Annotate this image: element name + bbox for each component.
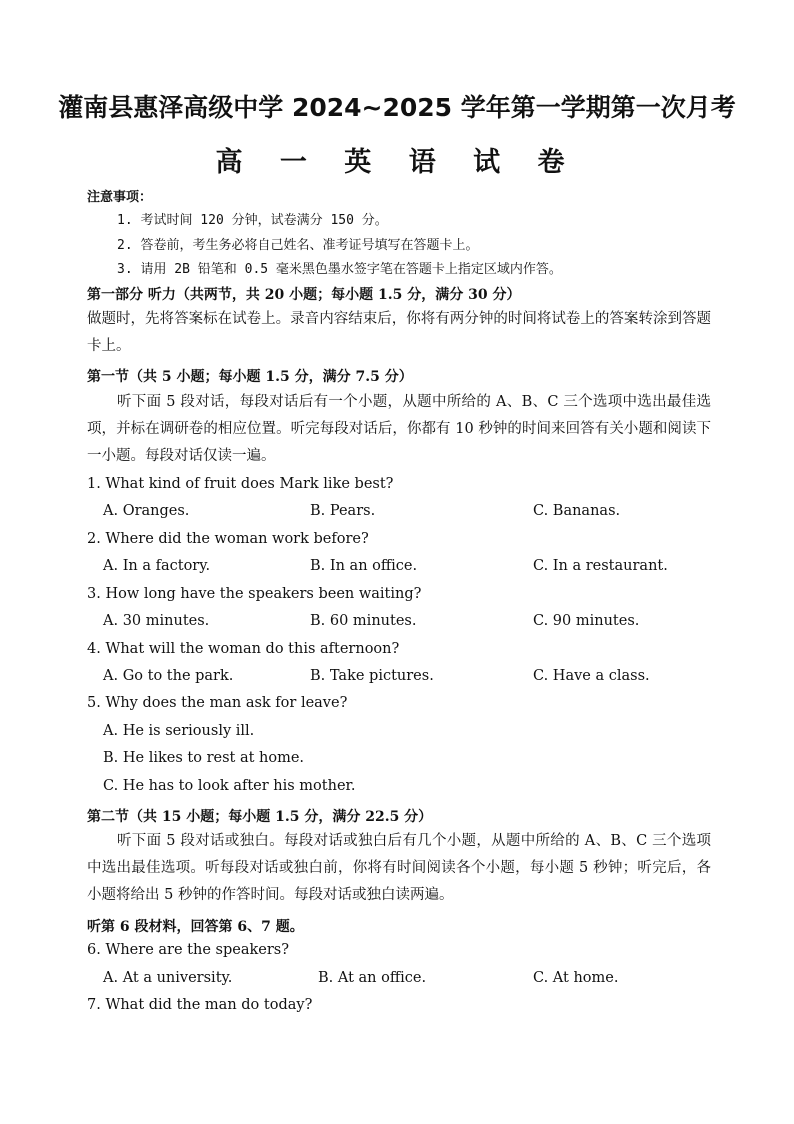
q2-option-a: A. In a factory. — [103, 558, 211, 574]
q6-option-a: A. At a university. — [103, 970, 233, 986]
notice-item-1: 1. 考试时间 120 分钟，试卷满分 150 分。 — [117, 213, 388, 228]
q2-option-c: C. In a restaurant. — [533, 558, 668, 574]
exam-title: 灌南县惠泽高级中学 2024~2025 学年第一学期第一次月考 — [58, 93, 736, 122]
question-1: 1. What kind of fruit does Mark like best? — [87, 476, 394, 492]
notice-heading: 注意事项： — [87, 190, 153, 205]
question-4: 4. What will the woman do this afternoon? — [87, 641, 400, 657]
q6-option-c: C. At home. — [533, 970, 619, 986]
q3-option-a: A. 30 minutes. — [103, 613, 210, 629]
notice-item-3: 3. 请用 2B 铅笔和 0.5 毫米黑色墨水签字笔在答题卡上指定区域内作答。 — [117, 262, 562, 277]
question-7: 7. What did the man do today? — [87, 997, 313, 1013]
q1-option-b: B. Pears. — [310, 503, 376, 519]
q1-option-c: C. Bananas. — [533, 503, 621, 519]
q5-option-b: B. He likes to rest at home. — [103, 750, 305, 766]
part1-intro: 做题时，先将答案标在试卷上。录音内容结束后，你将有两分钟的时间将试卷上的答案转涂到答题卡上。 — [87, 311, 711, 354]
section1-heading: 第一节（共 5 小题；每小题 1.5 分，满分 7.5 分） — [87, 369, 413, 385]
material-6-heading: 听第 6 段材料，回答第 6、7 题。 — [87, 919, 304, 935]
q4-option-b: B. Take pictures. — [310, 668, 434, 684]
section2-heading: 第二节（共 15 小题；每小题 1.5 分，满分 22.5 分） — [87, 809, 433, 825]
q4-option-a: A. Go to the park. — [103, 668, 234, 684]
q1-option-a: A. Oranges. — [103, 503, 190, 519]
section1-instructions: 听下面 5 段对话，每段对话后有一个小题，从题中所给的 A、B、C 三个选项中选出最佳选项，并标在调研卷的相应位置。听完每段对话后，你都有 10 秒钟的时间来回答有关小题和阅读下一小题。每段对话仅读一遍。 — [87, 394, 711, 464]
q2-option-b: B. In an office. — [310, 558, 418, 574]
question-6: 6. Where are the speakers? — [87, 942, 289, 958]
notice-item-2: 2. 答卷前，考生务必将自己姓名、准考证号填写在答题卡上。 — [117, 238, 479, 253]
section2-instructions: 听下面 5 段对话或独白。每段对话或独白后有几个小题，从题中所给的 A、B、C 三个选项中选出最佳选项。听每段对话或独白前，你将有时间阅读各个小题，每小题 5 秒钟；听完后，各小题将给出 5 秒钟的作答时间。每段对话或独白读两遍。 — [87, 833, 711, 903]
q5-option-c: C. He has to look after his mother. — [103, 778, 356, 794]
question-3: 3. How long have the speakers been waiting? — [87, 586, 422, 602]
part1-heading: 第一部分 听力（共两节，共 20 小题；每小题 1.5 分，满分 30 分） — [87, 287, 521, 303]
question-5: 5. Why does the man ask for leave? — [87, 695, 348, 711]
q6-option-b: B. At an office. — [318, 970, 427, 986]
q4-option-c: C. Have a class. — [533, 668, 650, 684]
q3-option-c: C. 90 minutes. — [533, 613, 640, 629]
question-2: 2. Where did the woman work before? — [87, 531, 369, 547]
q3-option-b: B. 60 minutes. — [310, 613, 417, 629]
q5-option-a: A. He is seriously ill. — [103, 723, 255, 739]
exam-subtitle: 高 一 英 语 试 卷 — [215, 147, 579, 178]
